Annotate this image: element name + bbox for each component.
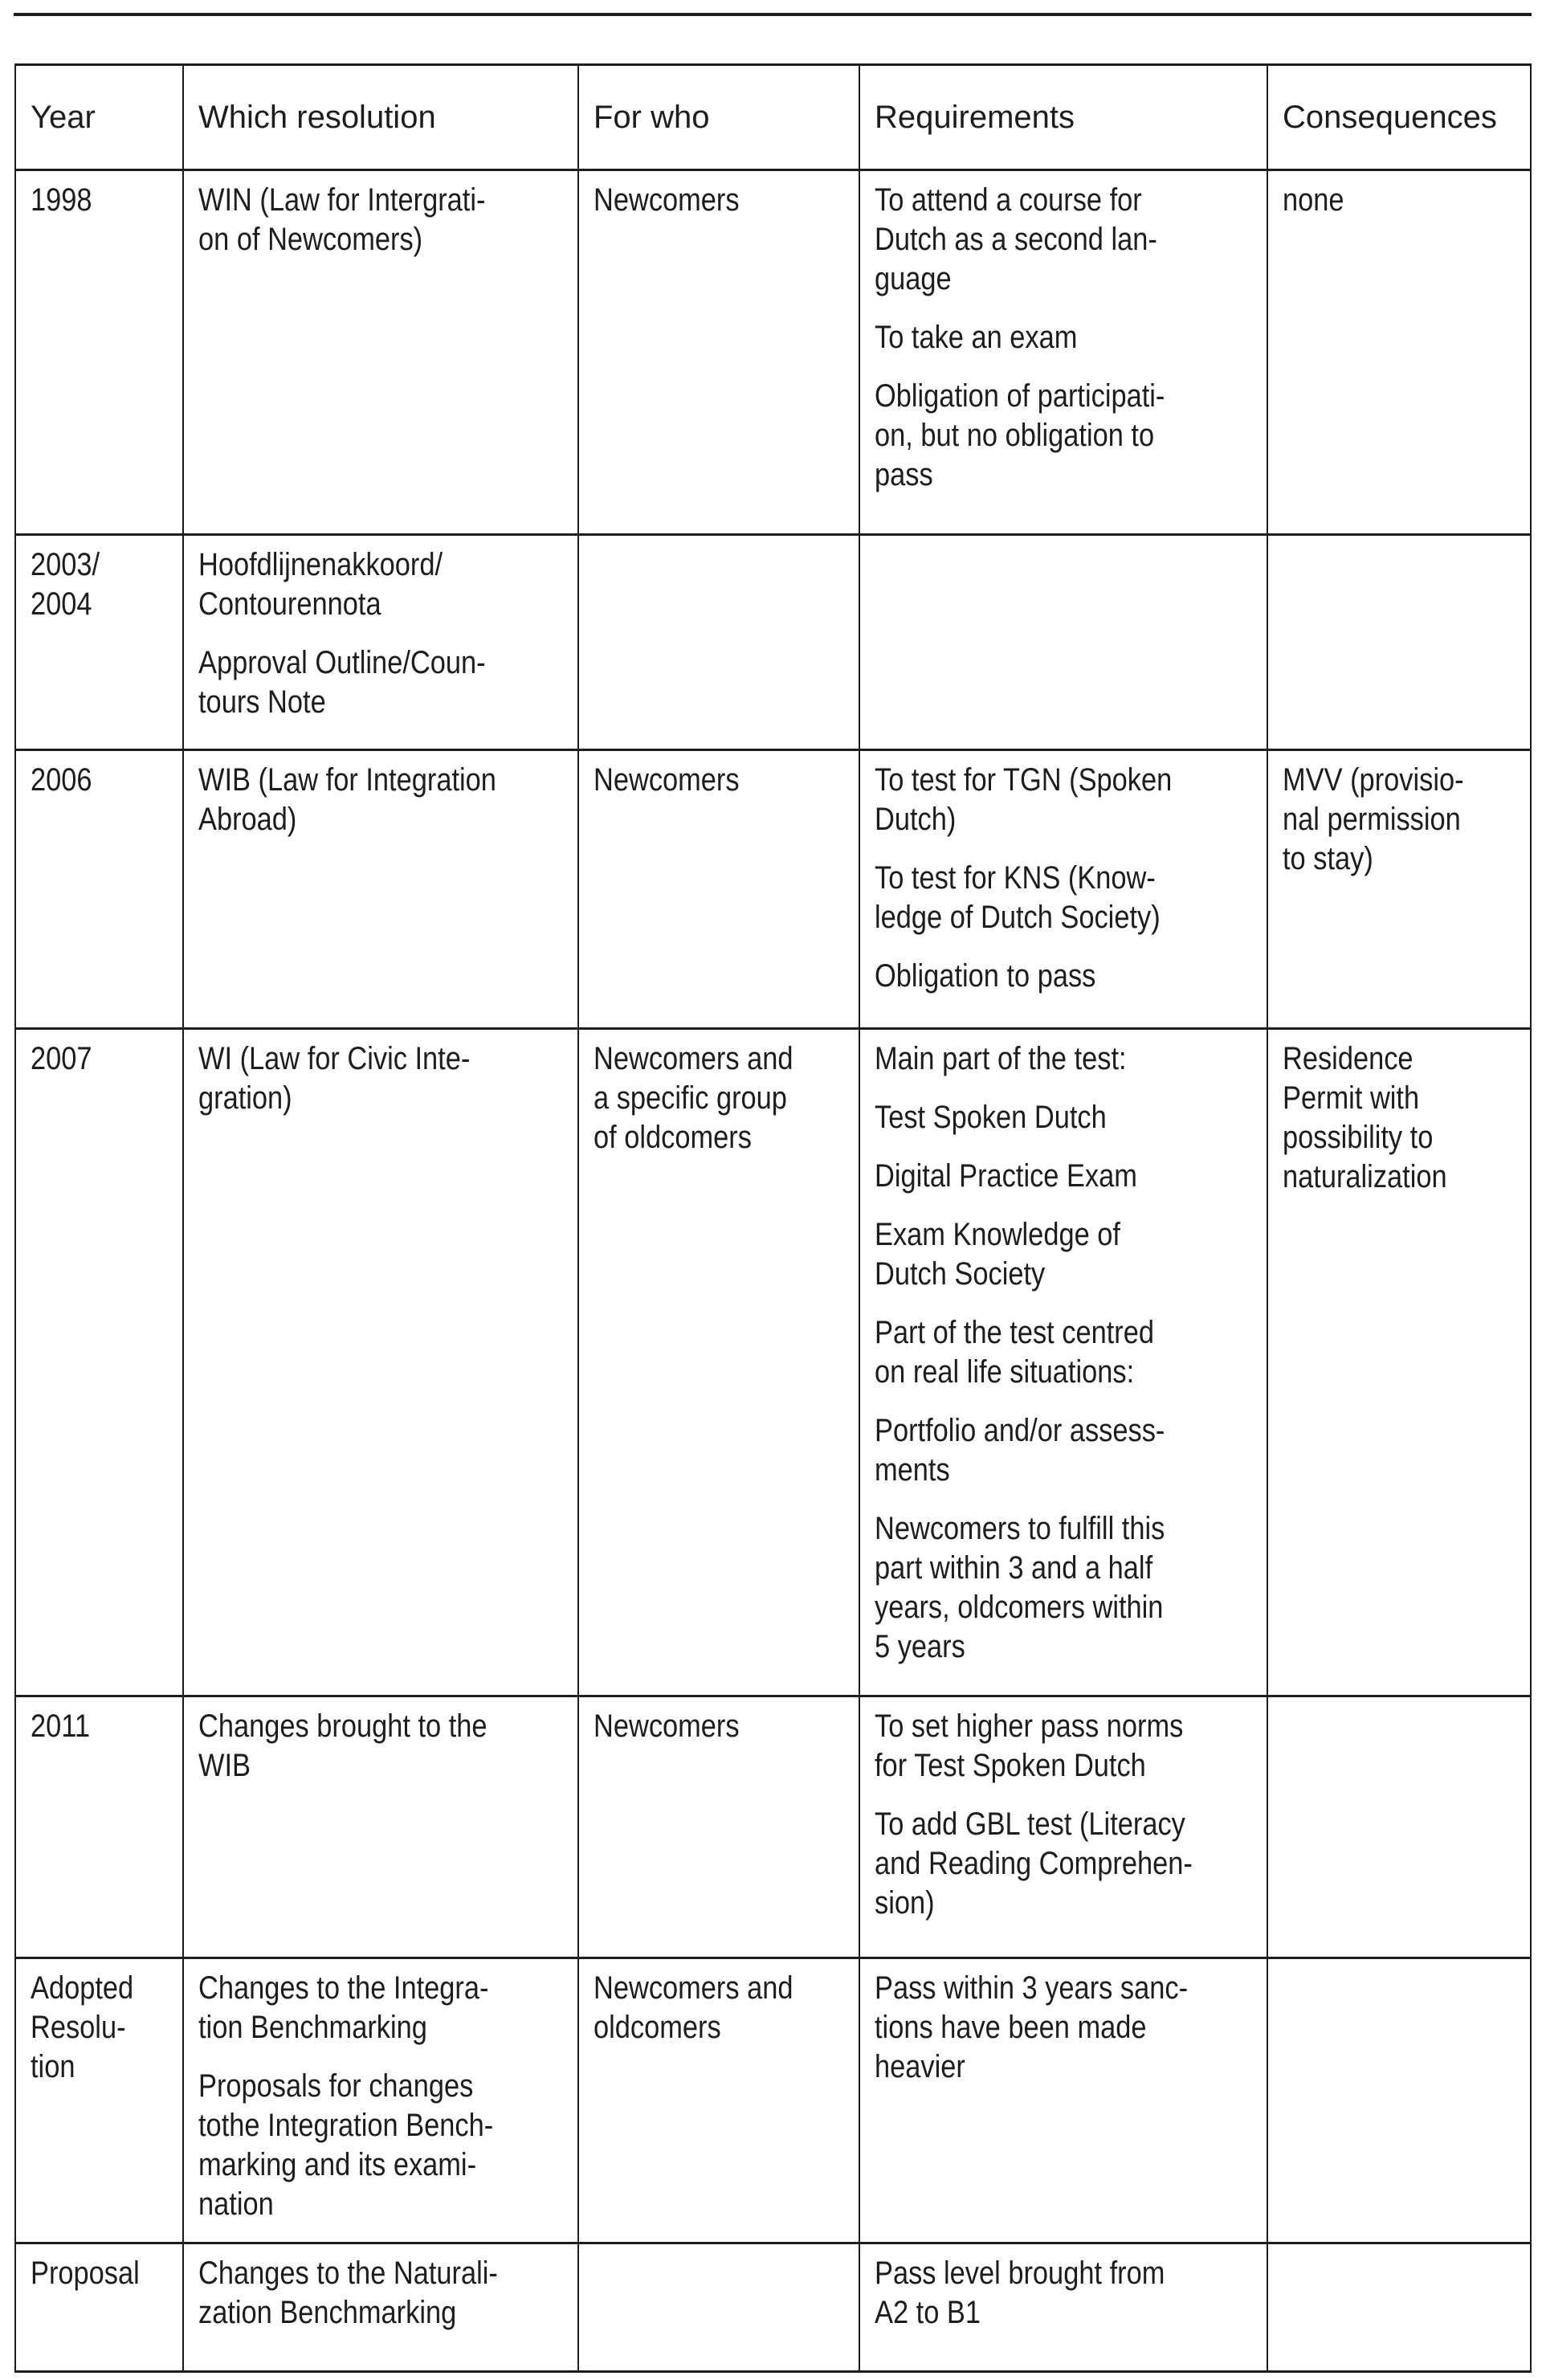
cell-text-line: Resolu- [31,2010,126,2045]
cell-paragraph [198,2067,577,2224]
cell-text-line: 2007 [31,1041,92,1076]
cell-text-line: gration) [198,1080,292,1116]
cell-paragraph [875,1098,1267,1137]
cell-year [15,1958,183,2243]
cell-paragraph [594,1707,859,1746]
cell-text-line: tion [31,2049,75,2084]
cell-text-line: pass [875,457,933,492]
cell-text-line: Changes to the Integra- [198,1970,489,2006]
cell-for-who [578,170,859,535]
cell-paragraph [875,1215,1267,1294]
cell-text-line: and Reading Comprehen- [875,1846,1193,1881]
cell-text-line: for Test Spoken Dutch [875,1748,1146,1783]
cell-text-line: a specific group [594,1080,787,1116]
cell-text-line: Proposals for changes [198,2068,474,2104]
cell-text-line: 2004 [31,586,92,622]
cell-text-line: A2 to B1 [875,2295,981,2330]
cell-text-line: oldcomers [594,2010,721,2045]
cell-paragraph [198,761,577,839]
cell-text-line: ledge of Dutch Society) [875,900,1161,935]
cell-text-line: Changes to the Naturali- [198,2255,498,2291]
cell-text-line: tion Benchmarking [198,2010,427,2045]
cell-for-who [578,750,859,1029]
cell-text-line: naturalization [1283,1159,1447,1194]
cell-text-line: 2006 [31,762,92,798]
table-row [15,2243,1531,2372]
cell-text-line: on real life situations: [875,1354,1135,1390]
cell-resolution [183,2243,578,2372]
cell-text-line: Dutch) [875,802,957,837]
cell-paragraph [31,1039,182,1079]
table-row [15,170,1531,535]
cell-year [15,750,183,1029]
cell-resolution [183,1696,578,1958]
cell-text-line: Part of the test centred [875,1315,1155,1350]
table-header-row [15,65,1531,170]
header-which-resolution: Which resolution [183,65,578,170]
cell-text-line: Abroad) [198,802,297,837]
cell-text-line: tours Note [198,684,326,720]
cell-year [15,170,183,535]
cell-paragraph [198,1969,577,2047]
cell-paragraph [875,1157,1267,1196]
cell-text-line: To add GBL test (Literacy [875,1806,1185,1842]
table-row [15,1958,1531,2243]
cell-consequences [1267,2243,1531,2372]
cell-text-line: MVV (provisio- [1283,762,1464,798]
cell-paragraph [594,1039,859,1157]
header-consequences: Consequences [1267,65,1531,170]
table-row [15,535,1531,750]
cell-paragraph [594,181,859,220]
cell-text-line: tions have been made [875,2010,1147,2045]
table-row [15,1696,1531,1958]
cell-paragraph [198,545,577,624]
cell-text-line: possibility to [1283,1120,1434,1155]
header-requirements: Requirements [859,65,1267,170]
cell-paragraph [31,181,182,220]
header-year: Year [15,65,183,170]
cell-paragraph [875,1509,1267,1667]
cell-paragraph [31,545,182,624]
cell-for-who [578,1029,859,1696]
cell-text-line: Newcomers and [594,1041,793,1076]
cell-text-line: Newcomers [594,182,740,218]
cell-text-line: none [1283,182,1344,218]
cell-text-line: 2011 [31,1708,90,1744]
cell-text-line: on, but no obligation to [875,418,1155,453]
cell-text-line: Dutch Society [875,1256,1046,1292]
cell-text-line: Portfolio and/or assess- [875,1413,1165,1448]
cell-text-line: marking and its exami- [198,2147,477,2182]
cell-paragraph [875,1039,1267,1079]
cell-text-line: To take an exam [875,320,1078,355]
cell-text-line: Newcomers [594,762,740,798]
cell-consequences [1267,1696,1531,1958]
cell-paragraph [875,1805,1267,1923]
cell-year [15,2243,183,2372]
cell-year [15,1696,183,1958]
cell-text-line: to stay) [1283,841,1373,876]
cell-paragraph [594,1969,859,2047]
cell-resolution [183,750,578,1029]
cell-text-line: Test Spoken Dutch [875,1100,1107,1135]
cell-text-line: Exam Knowledge of [875,1217,1120,1252]
cell-text-line: WIN (Law for Intergrati- [198,182,486,218]
cell-text-line: nation [198,2186,274,2222]
cell-text-line: 5 years [875,1629,965,1664]
cell-requirements [859,1696,1267,1958]
cell-text-line: tothe Integration Bench- [198,2108,494,2143]
cell-paragraph [875,957,1267,996]
cell-consequences [1267,1958,1531,2243]
cell-paragraph [875,1707,1267,1786]
cell-text-line: Obligation of participati- [875,378,1165,414]
cell-text-line: Pass level brought from [875,2255,1165,2291]
table-body [15,170,1531,2372]
cell-consequences [1267,1029,1531,1696]
cell-for-who [578,2243,859,2372]
cell-paragraph [594,761,859,800]
cell-text-line: Obligation to pass [875,958,1096,994]
cell-paragraph [31,1707,182,1746]
cell-text-line: heavier [875,2049,965,2084]
cell-consequences [1267,170,1531,535]
cell-paragraph [198,1039,577,1118]
cell-text-line: Proposal [31,2255,140,2291]
cell-paragraph [875,1313,1267,1392]
cell-text-line: 2003/ [31,547,100,582]
cell-text-line: 1998 [31,182,92,218]
cell-text-line: Digital Practice Exam [875,1158,1137,1194]
cell-year [15,535,183,750]
cell-text-line: WIB (Law for Integration [198,762,496,798]
cell-requirements [859,535,1267,750]
header-rule [14,13,1532,16]
cell-text-line: To test for KNS (Know- [875,860,1156,896]
cell-text-line: on of Newcomers) [198,222,423,257]
cell-paragraph [198,181,577,259]
cell-text-line: zation Benchmarking [198,2295,457,2330]
cell-resolution [183,535,578,750]
cell-for-who [578,535,859,750]
cell-text-line: Newcomers to fulfill this [875,1511,1165,1546]
cell-paragraph [198,643,577,722]
cell-text-line: Dutch as a second lan- [875,222,1157,257]
cell-text-line: Hoofdlijnenakkoord/ [198,547,443,582]
cell-paragraph [1283,181,1530,220]
cell-paragraph [198,2254,577,2333]
cell-resolution [183,170,578,535]
cell-requirements [859,750,1267,1029]
cell-text-line: guage [875,261,952,296]
cell-text-line: Main part of the test: [875,1041,1127,1076]
cell-text-line: Pass within 3 years sanc- [875,1970,1189,2006]
cell-for-who [578,1696,859,1958]
cell-text-line: of oldcomers [594,1120,752,1155]
cell-text-line: nal permission [1283,802,1461,837]
cell-paragraph [875,1969,1267,2087]
cell-text-line: To set higher pass norms [875,1708,1184,1744]
cell-requirements [859,1029,1267,1696]
cell-text-line: WIB [198,1748,251,1783]
cell-paragraph [875,761,1267,839]
cell-consequences [1267,750,1531,1029]
cell-paragraph [875,318,1267,357]
table-row [15,1029,1531,1696]
cell-for-who [578,1958,859,2243]
cell-paragraph [198,1707,577,1786]
cell-paragraph [875,377,1267,495]
cell-requirements [859,170,1267,535]
cell-text-line: sion) [875,1885,935,1921]
cell-paragraph [875,1411,1267,1490]
cell-text-line: Approval Outline/Coun- [198,645,486,680]
integration-law-table [14,63,1532,2373]
cell-text-line: Residence [1283,1041,1414,1076]
cell-text-line: Contourennota [198,586,381,622]
cell-text-line: years, oldcomers within [875,1590,1164,1625]
cell-paragraph [875,181,1267,299]
cell-text-line: Permit with [1283,1080,1420,1116]
cell-paragraph [31,761,182,800]
cell-text-line: WI (Law for Civic Inte- [198,1041,471,1076]
cell-paragraph [31,2254,182,2293]
cell-resolution [183,1029,578,1696]
cell-paragraph [875,2254,1267,2333]
cell-resolution [183,1958,578,2243]
cell-text-line: To attend a course for [875,182,1142,218]
cell-text-line: Newcomers and [594,1970,793,2006]
cell-text-line: Adopted [31,1970,134,2006]
cell-paragraph [875,859,1267,937]
cell-requirements [859,2243,1267,2372]
cell-requirements [859,1958,1267,2243]
cell-text-line: part within 3 and a half [875,1550,1153,1586]
cell-text-line: ments [875,1452,950,1488]
cell-paragraph [31,1969,182,2087]
cell-text-line: To test for TGN (Spoken [875,762,1173,798]
cell-year [15,1029,183,1696]
header-for-who: For who [578,65,859,170]
cell-paragraph [1283,761,1530,879]
cell-text-line: Newcomers [594,1708,740,1744]
cell-text-line: Changes brought to the [198,1708,487,1744]
table-row [15,750,1531,1029]
cell-paragraph [1283,1039,1530,1197]
cell-consequences [1267,535,1531,750]
